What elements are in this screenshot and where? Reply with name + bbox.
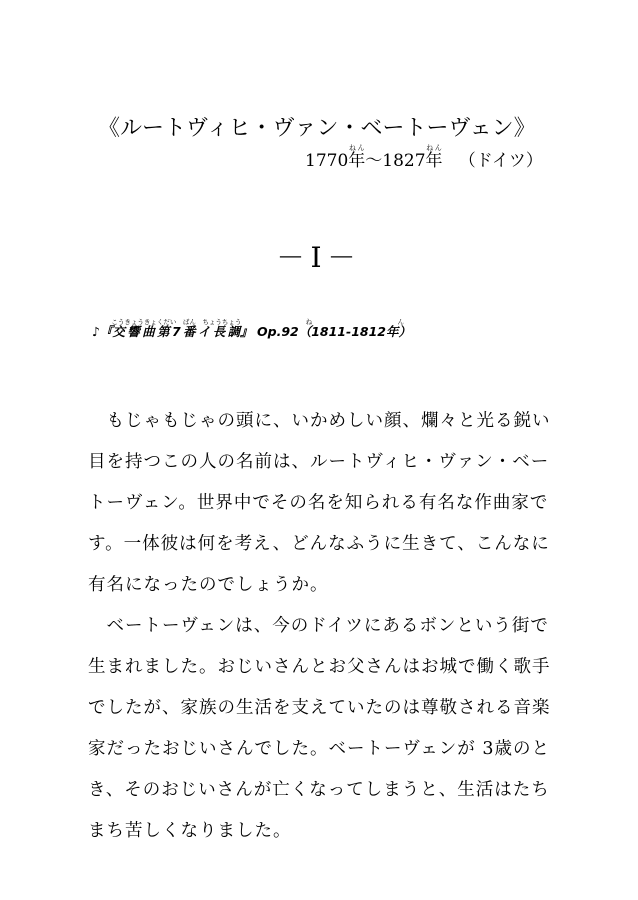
body-line: トーヴェン。世界中でその名を知られる有名な作曲家で — [88, 492, 549, 513]
piece-opus: Op.92 — [257, 324, 299, 339]
body-line: まち苦しくなりました。 — [88, 820, 292, 841]
piece-years: （1811-1812年）ねん — [298, 318, 411, 339]
body-line: でしたが、家族の生活を支えていたのは尊敬される音楽 — [88, 697, 551, 718]
piece-title — [92, 318, 552, 340]
birth-year: 1770 — [305, 151, 349, 171]
death-year-kanji: 年ねん — [425, 144, 443, 171]
piece-close-bracket: 』 — [240, 324, 253, 339]
country-label: （ドイツ） — [458, 151, 543, 171]
body-line: もじゃもじゃの頭に、いかめしい顔、爛々と光る鋭い — [88, 410, 551, 431]
body-text — [88, 396, 558, 847]
body-line: す。一体彼は何を考え、どんなふうに生きて、こんなに — [88, 533, 550, 554]
birth-year-kanji: 年ねん — [348, 144, 366, 171]
death-year: 1827 — [382, 151, 426, 171]
piece-name: 交響曲第7番イ長調こうきょうきょくだい ばん ちょうちょう — [111, 318, 242, 339]
page-title: 《ルートヴィヒ・ヴァン・ベートーヴェン》 — [98, 116, 536, 141]
body-line: 有名になったのでしょうか。 — [88, 574, 329, 595]
body-line: 目を持つこの人の名前は、ルートヴィヒ・ヴァン・ベー — [88, 451, 550, 472]
body-line: き、そのおじいさんが亡くなってしまうと、生活はたち — [88, 779, 550, 800]
life-dates — [305, 144, 585, 171]
music-note-icon: ♪『 — [92, 324, 113, 339]
body-line: 家だったおじいさんでした。ベートーヴェンが 3歳のと — [88, 738, 550, 759]
date-tilde: 〜 — [365, 151, 383, 171]
body-line: ベートーヴェンは、今のドイツにあるボンという街で — [88, 615, 549, 636]
body-line: 生まれました。おじいさんとお父さんはお城で働く歌手 — [88, 656, 551, 677]
chapter-number: －Ⅰ－ — [276, 241, 362, 274]
